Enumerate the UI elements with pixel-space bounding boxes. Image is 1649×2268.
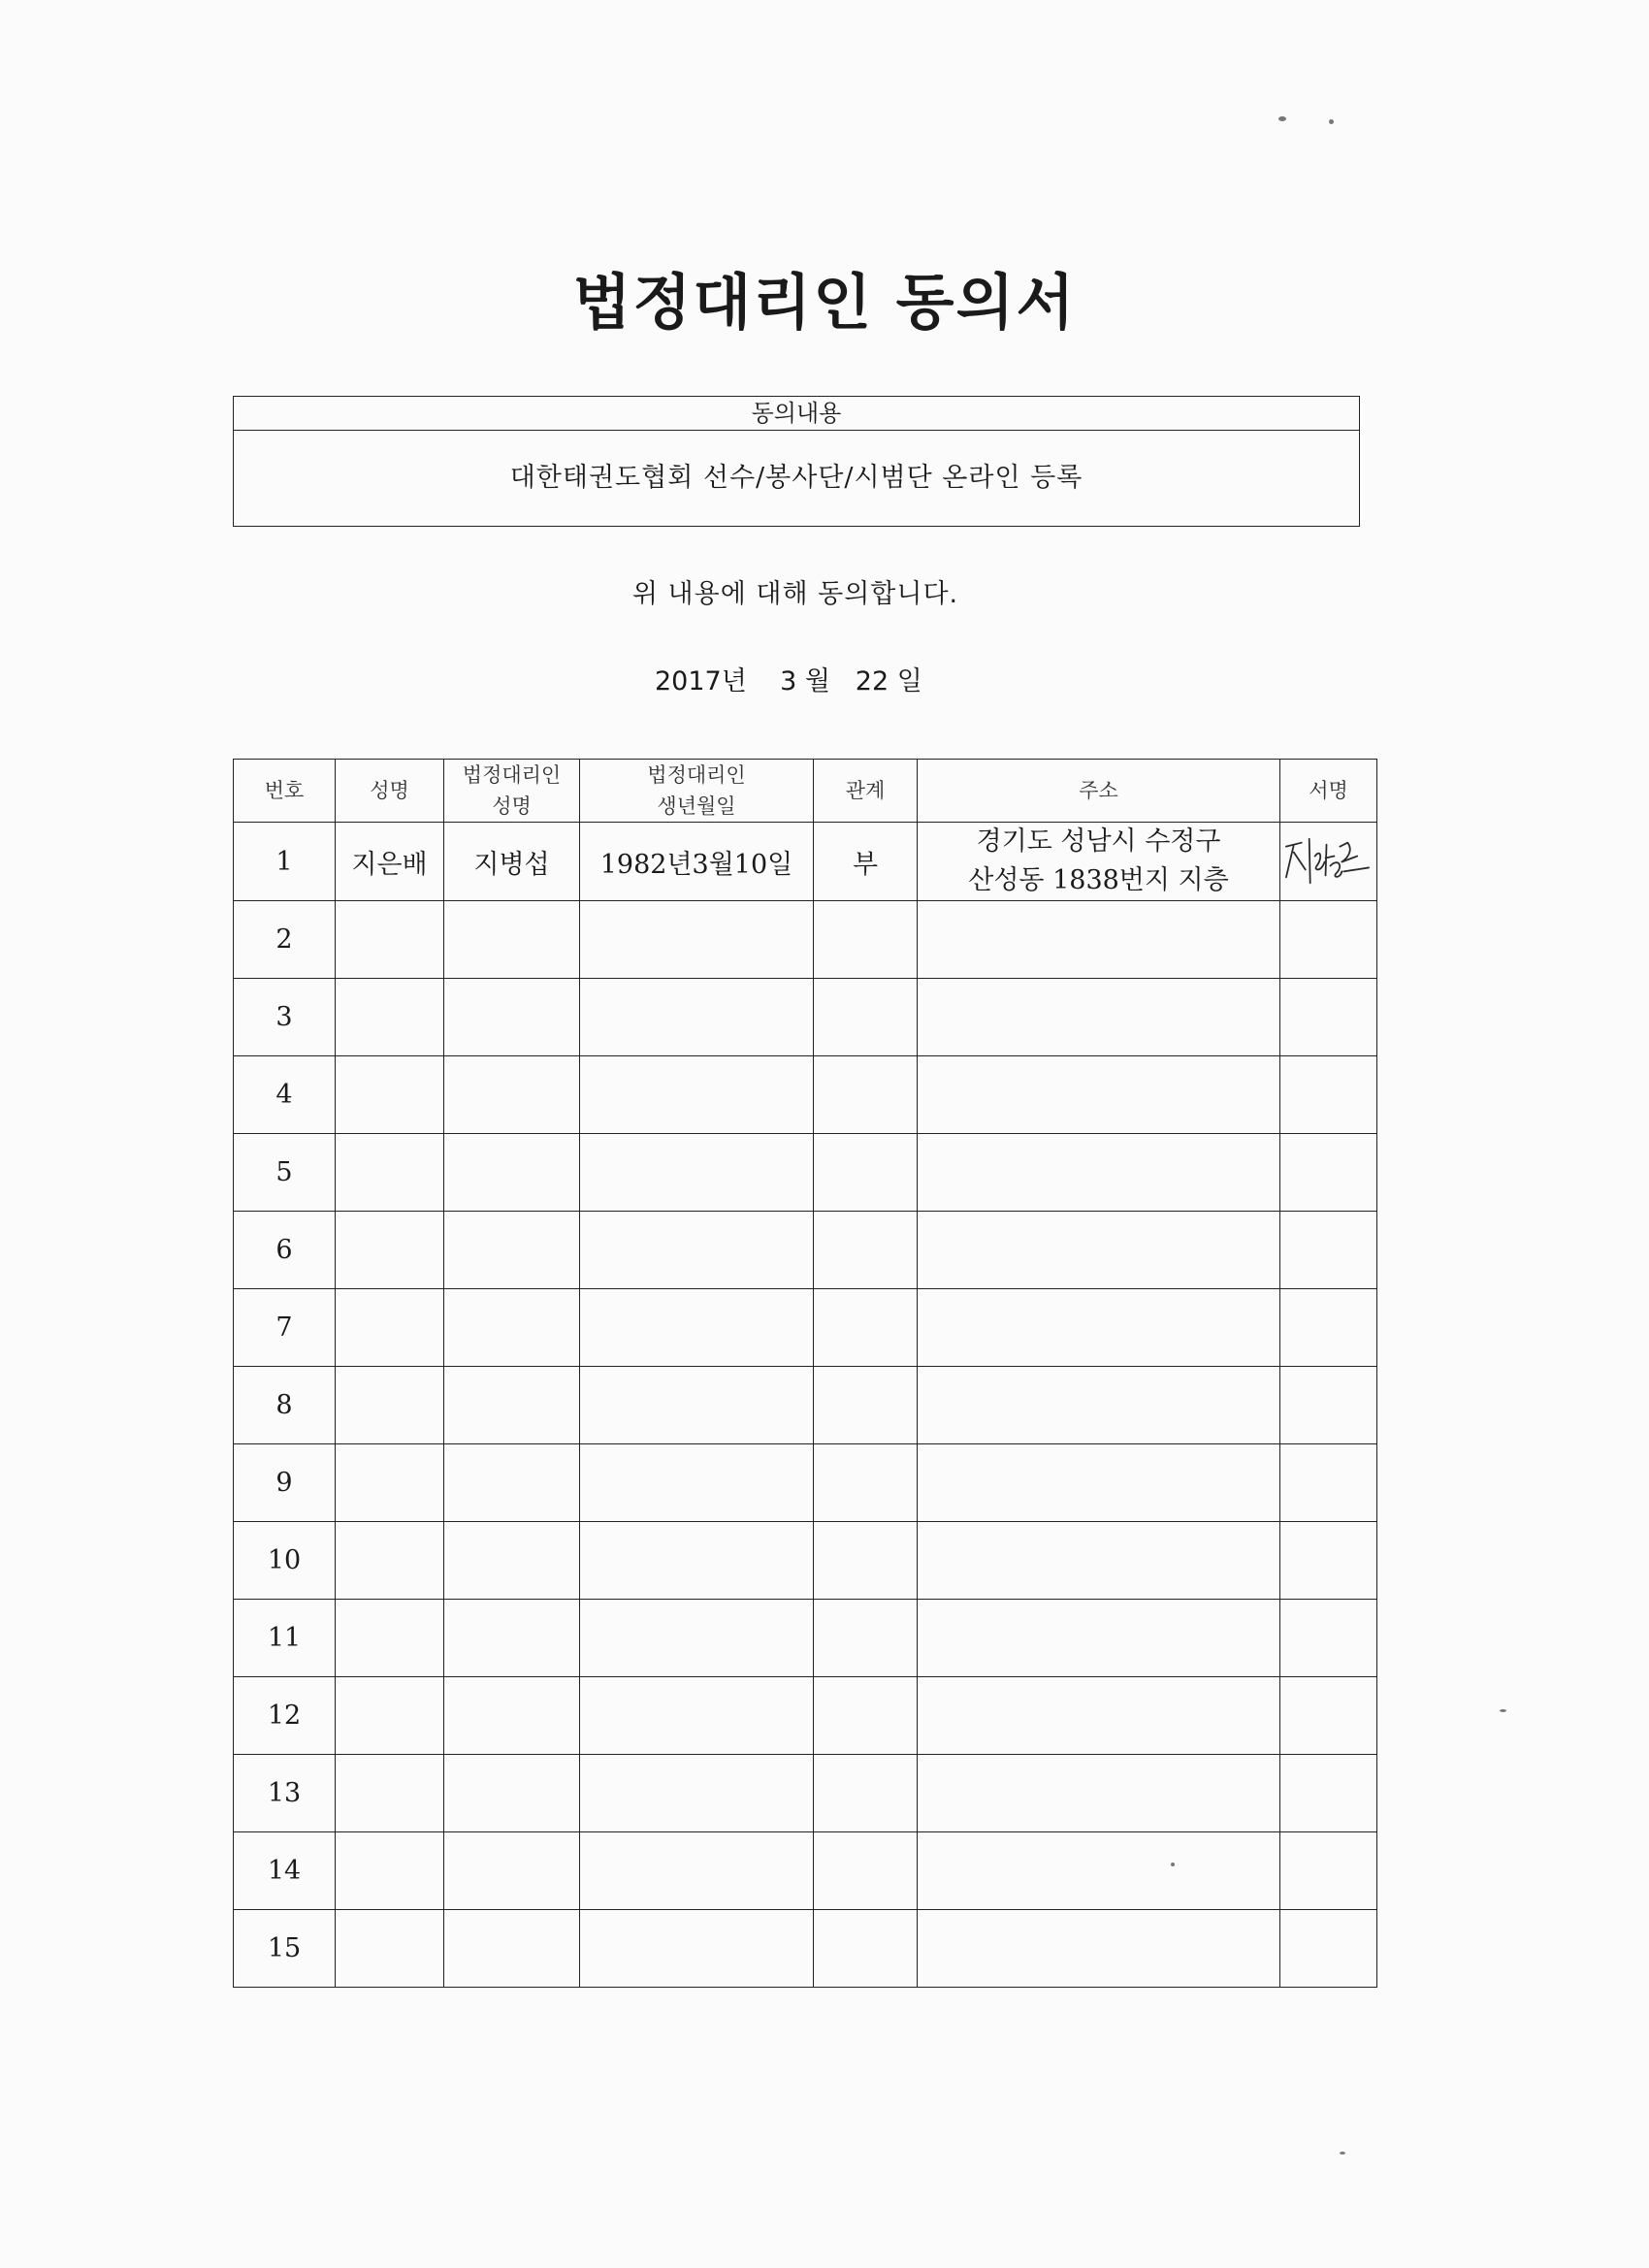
cell-address bbox=[918, 1600, 1280, 1677]
handwritten-signature bbox=[1280, 823, 1376, 900]
cell-number: 15 bbox=[234, 1910, 336, 1988]
cell-address bbox=[918, 1056, 1280, 1134]
header-guardian-birth bbox=[580, 760, 814, 823]
cell-number: 6 bbox=[234, 1212, 336, 1289]
cell-relation bbox=[814, 1367, 918, 1444]
header-guardian-birth-line1: 법정대리인 bbox=[647, 763, 746, 787]
cell-relation bbox=[814, 1677, 918, 1755]
cell-address bbox=[918, 1677, 1280, 1755]
cell-signature bbox=[1280, 1522, 1377, 1600]
header-guardian-name-line1: 법정대리인 bbox=[462, 763, 562, 787]
cell-signature bbox=[1280, 1444, 1377, 1522]
cell-guardian-birth bbox=[580, 1367, 814, 1444]
cell-guardian-name bbox=[444, 1056, 580, 1134]
cell-guardian-name bbox=[444, 1444, 580, 1522]
cell-number: 9 bbox=[234, 1444, 336, 1522]
cell-guardian-birth bbox=[580, 1134, 814, 1212]
cell-name bbox=[336, 901, 444, 979]
cell-number: 7 bbox=[234, 1289, 336, 1367]
cell-address bbox=[918, 979, 1280, 1056]
cell-guardian-name bbox=[444, 1832, 580, 1910]
table-row bbox=[234, 1444, 1377, 1522]
cell-guardian-name bbox=[444, 979, 580, 1056]
cell-relation bbox=[814, 1522, 918, 1600]
cell-guardian-name bbox=[444, 1910, 580, 1988]
cell-guardian-birth bbox=[580, 1056, 814, 1134]
consent-date bbox=[655, 660, 922, 697]
cell-guardian-name bbox=[444, 1600, 580, 1677]
cell-address bbox=[918, 1755, 1280, 1832]
cell-relation bbox=[814, 1444, 918, 1522]
cell-guardian-name bbox=[444, 1367, 580, 1444]
table-row bbox=[234, 1600, 1377, 1677]
document-title: 법정대리인 동의서 bbox=[572, 267, 1077, 338]
date-month-unit: 월 bbox=[804, 666, 831, 697]
cell-name bbox=[336, 1444, 444, 1522]
cell-signature bbox=[1280, 1910, 1377, 1988]
cell-guardian-name: 지병섭 bbox=[444, 823, 580, 901]
scan-speck bbox=[1340, 2152, 1345, 2155]
cell-relation bbox=[814, 1289, 918, 1367]
scan-speck bbox=[1329, 119, 1334, 124]
cell-relation bbox=[814, 979, 918, 1056]
cell-address bbox=[918, 1832, 1280, 1910]
consent-header: 동의내용 bbox=[234, 397, 1359, 431]
guardian-table bbox=[233, 759, 1377, 1988]
cell-guardian-name bbox=[444, 901, 580, 979]
date-month-value: 3 bbox=[780, 666, 797, 697]
cell-signature bbox=[1280, 1134, 1377, 1212]
cell-signature bbox=[1280, 979, 1377, 1056]
cell-guardian-birth bbox=[580, 1600, 814, 1677]
cell-relation bbox=[814, 1910, 918, 1988]
consent-box bbox=[233, 396, 1360, 527]
table-row bbox=[234, 1832, 1377, 1910]
cell-signature bbox=[1280, 1832, 1377, 1910]
cell-name bbox=[336, 1289, 444, 1367]
cell-signature bbox=[1280, 1289, 1377, 1367]
table-row bbox=[234, 1910, 1377, 1988]
table-row bbox=[234, 1134, 1377, 1212]
cell-relation bbox=[814, 1056, 918, 1134]
cell-guardian-birth bbox=[580, 1755, 814, 1832]
cell-signature bbox=[1280, 1755, 1377, 1832]
header-guardian-name bbox=[444, 760, 580, 823]
cell-guardian-birth bbox=[580, 1832, 814, 1910]
header-number: 번호 bbox=[234, 760, 336, 823]
header-guardian-birth-line2: 생년월일 bbox=[657, 794, 736, 818]
cell-signature bbox=[1280, 823, 1377, 901]
table-header-row bbox=[234, 760, 1377, 823]
cell-name bbox=[336, 1367, 444, 1444]
cell-address bbox=[918, 1289, 1280, 1367]
cell-signature bbox=[1280, 1677, 1377, 1755]
cell-guardian-name bbox=[444, 1212, 580, 1289]
cell-guardian-birth: 1982년3월10일 bbox=[580, 823, 814, 901]
cell-address-line2: 산성동 1838번지 지층 bbox=[968, 865, 1229, 895]
cell-relation: 부 bbox=[814, 823, 918, 901]
cell-number: 1 bbox=[234, 823, 336, 901]
cell-name bbox=[336, 1522, 444, 1600]
cell-guardian-birth bbox=[580, 1289, 814, 1367]
cell-number: 4 bbox=[234, 1056, 336, 1134]
cell-name bbox=[336, 1832, 444, 1910]
cell-name bbox=[336, 1212, 444, 1289]
table-row bbox=[234, 823, 1377, 901]
header-name: 성명 bbox=[336, 760, 444, 823]
cell-guardian-birth bbox=[580, 1910, 814, 1988]
cell-address bbox=[918, 823, 1280, 901]
cell-relation bbox=[814, 1755, 918, 1832]
table-row bbox=[234, 1677, 1377, 1755]
cell-name: 지은배 bbox=[336, 823, 444, 901]
cell-relation bbox=[814, 901, 918, 979]
cell-guardian-name bbox=[444, 1755, 580, 1832]
cell-name bbox=[336, 1056, 444, 1134]
table-row bbox=[234, 1289, 1377, 1367]
cell-signature bbox=[1280, 1056, 1377, 1134]
cell-name bbox=[336, 979, 444, 1056]
cell-guardian-name bbox=[444, 1134, 580, 1212]
header-guardian-name-line2: 성명 bbox=[492, 794, 532, 818]
cell-address bbox=[918, 1444, 1280, 1522]
cell-name bbox=[336, 1600, 444, 1677]
cell-relation bbox=[814, 1832, 918, 1910]
table-row bbox=[234, 1522, 1377, 1600]
cell-address bbox=[918, 1522, 1280, 1600]
cell-address bbox=[918, 1212, 1280, 1289]
cell-guardian-birth bbox=[580, 1677, 814, 1755]
cell-address-line1: 경기도 성남시 수정구 bbox=[976, 826, 1221, 857]
cell-number: 11 bbox=[234, 1600, 336, 1677]
agreement-statement: 위 내용에 대해 동의합니다. bbox=[631, 579, 959, 609]
date-day-value: 22 bbox=[855, 666, 889, 697]
table-row bbox=[234, 979, 1377, 1056]
cell-number: 14 bbox=[234, 1832, 336, 1910]
header-relation: 관계 bbox=[814, 760, 918, 823]
cell-name bbox=[336, 1910, 444, 1988]
cell-name bbox=[336, 1755, 444, 1832]
cell-number: 8 bbox=[234, 1367, 336, 1444]
cell-relation bbox=[814, 1600, 918, 1677]
scan-speck bbox=[1500, 1709, 1506, 1712]
header-address: 주소 bbox=[918, 760, 1280, 823]
cell-number: 10 bbox=[234, 1522, 336, 1600]
table-row bbox=[234, 1755, 1377, 1832]
cell-address bbox=[918, 1134, 1280, 1212]
cell-guardian-birth bbox=[580, 901, 814, 979]
cell-signature bbox=[1280, 1212, 1377, 1289]
cell-name bbox=[336, 1677, 444, 1755]
table-row bbox=[234, 1367, 1377, 1444]
cell-guardian-name bbox=[444, 1522, 580, 1600]
cell-number: 13 bbox=[234, 1755, 336, 1832]
cell-number: 12 bbox=[234, 1677, 336, 1755]
cell-guardian-birth bbox=[580, 1444, 814, 1522]
cell-address bbox=[918, 901, 1280, 979]
cell-guardian-name bbox=[444, 1289, 580, 1367]
scan-speck bbox=[1171, 1863, 1175, 1866]
cell-address bbox=[918, 1367, 1280, 1444]
date-day-unit: 일 bbox=[896, 666, 922, 697]
cell-signature bbox=[1280, 901, 1377, 979]
cell-relation bbox=[814, 1134, 918, 1212]
cell-relation bbox=[814, 1212, 918, 1289]
cell-guardian-name bbox=[444, 1677, 580, 1755]
cell-guardian-birth bbox=[580, 1522, 814, 1600]
cell-number: 3 bbox=[234, 979, 336, 1056]
cell-address bbox=[918, 1910, 1280, 1988]
header-signature: 서명 bbox=[1280, 760, 1377, 823]
cell-name bbox=[336, 1134, 444, 1212]
table-row bbox=[234, 1212, 1377, 1289]
consent-content: 대한태권도협회 선수/봉사단/시범단 온라인 등록 bbox=[509, 463, 1083, 493]
cell-signature bbox=[1280, 1367, 1377, 1444]
cell-number: 2 bbox=[234, 901, 336, 979]
cell-guardian-birth bbox=[580, 979, 814, 1056]
cell-guardian-birth bbox=[580, 1212, 814, 1289]
date-year: 2017년 bbox=[655, 666, 747, 697]
table-row bbox=[234, 1056, 1377, 1134]
cell-signature bbox=[1280, 1600, 1377, 1677]
cell-number: 5 bbox=[234, 1134, 336, 1212]
table-row bbox=[234, 901, 1377, 979]
scan-speck bbox=[1278, 116, 1286, 121]
